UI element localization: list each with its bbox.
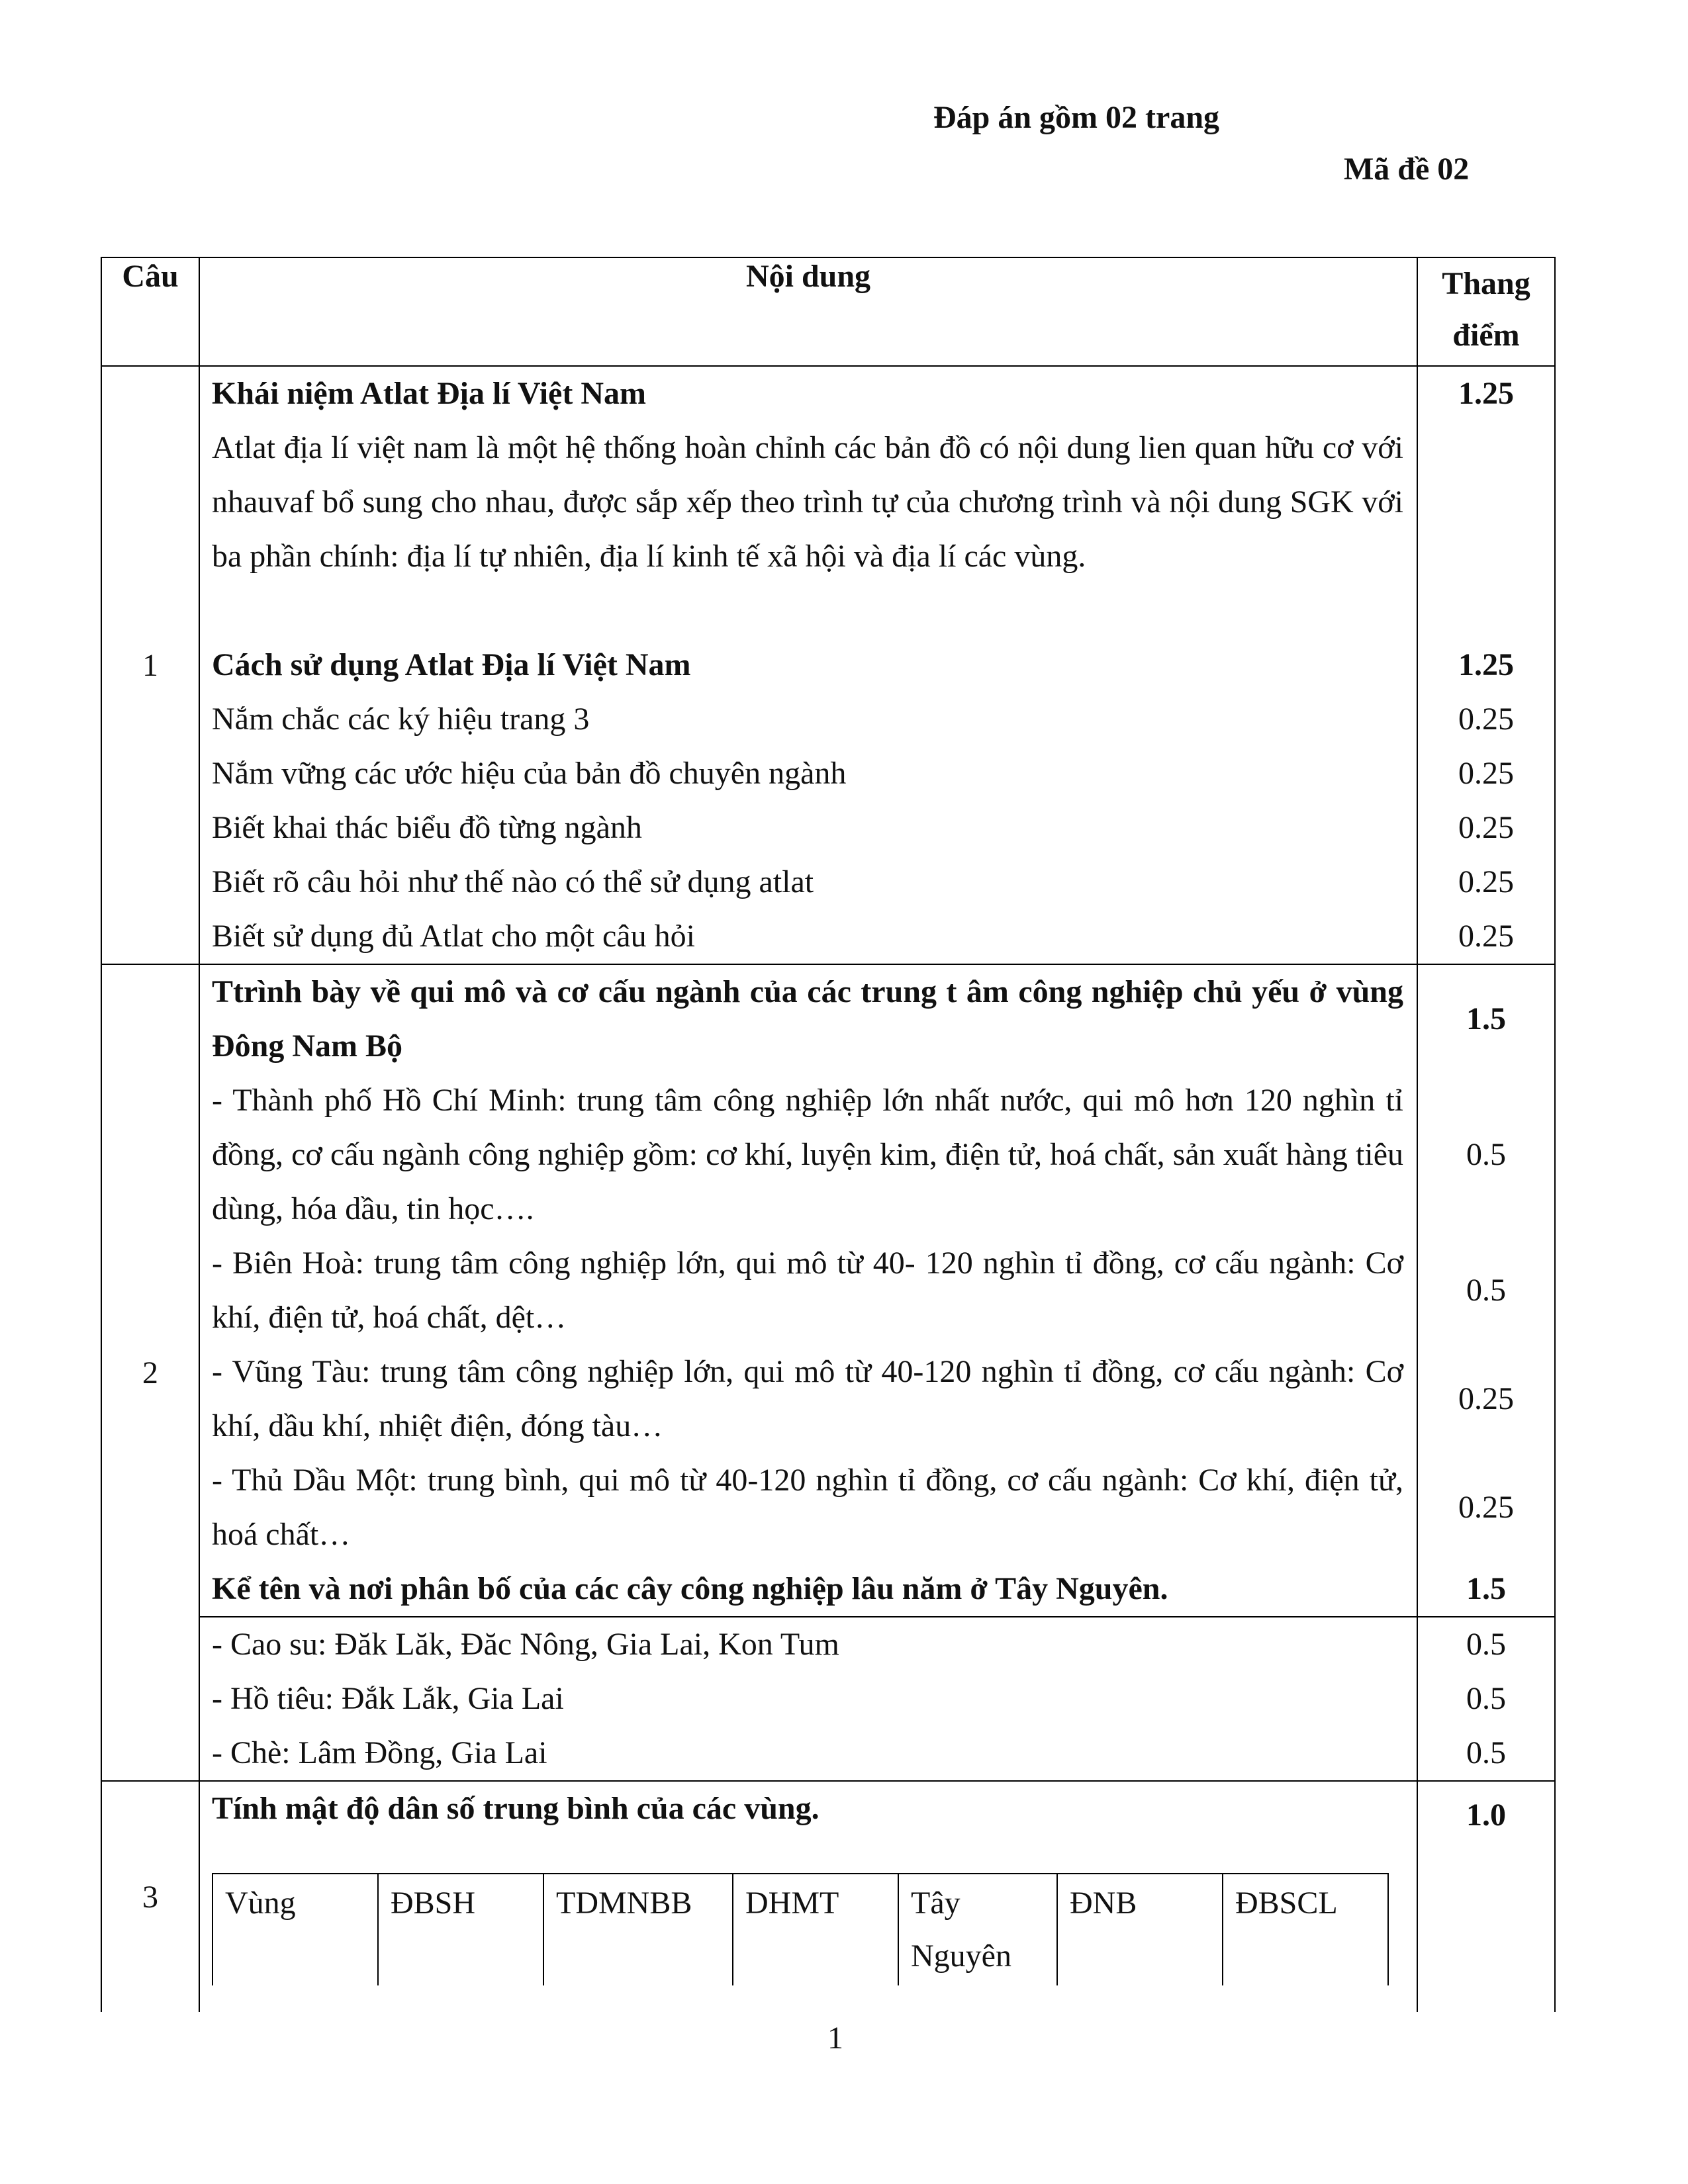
- question-3-content: [199, 1781, 1417, 2012]
- question-2-scores: [1417, 964, 1555, 1617]
- score: 0.5: [1466, 1735, 1506, 1770]
- table-header-row: [101, 257, 1555, 366]
- region-cell: Tây Nguyên: [898, 1874, 1057, 1985]
- score: 0.25: [1458, 756, 1514, 791]
- score: 0.25: [1458, 919, 1514, 954]
- score: 0.5: [1466, 1627, 1506, 1662]
- list-item: Biết sử dụng đủ Atlat cho một câu hỏi: [212, 919, 695, 954]
- list-item: Biết khai thác biểu đồ từng ngành: [212, 810, 642, 845]
- list-item: Nắm chắc các ký hiệu trang 3: [212, 702, 590, 737]
- score: 1.5: [1466, 1571, 1506, 1606]
- score: 0.5: [1466, 1273, 1506, 1308]
- q2-title-crops: Kể tên và nơi phân bố của các cây công nghiệp lâu năm ở Tây Nguyên.: [212, 1571, 1168, 1606]
- answer-key-pages-note: Đáp án gồm 02 trang: [933, 100, 1220, 135]
- score: 1.25: [1458, 376, 1514, 411]
- region-cell: ĐNB: [1057, 1874, 1223, 1985]
- q3-title: Tính mật độ dân số trung bình của các vùng.: [212, 1791, 820, 1826]
- header-cau: Câu: [101, 257, 199, 366]
- score: 1.5: [1466, 1001, 1506, 1036]
- question-3-row: [101, 1781, 1555, 2012]
- q1-title-concept: Khái niệm Atlat Địa lí Việt Nam: [212, 376, 646, 411]
- question-1-row: [101, 366, 1555, 964]
- question-2-row: [101, 964, 1555, 1617]
- table-row: [212, 1874, 1388, 1985]
- score: 0.25: [1458, 702, 1514, 737]
- q2-hcm-paragraph: - Thành phố Hồ Chí Minh: trung tâm công nghiệp lớn nhất nước, qui mô hơn 120 nghìn tỉ đồng, cơ cấu ngành công nghiệp gồm: cơ khí, luyện kim, điện tử, hoá chất, sản xuất hàng tiêu dùng, hóa dầu, tin học….: [212, 1083, 1403, 1226]
- region-label: Vùng: [212, 1874, 378, 1985]
- list-item: Nắm vững các ước hiệu của bản đồ chuyên ngành: [212, 756, 847, 791]
- list-item: - Hồ tiêu: Đắk Lắk, Gia Lai: [212, 1681, 564, 1716]
- region-cell: ĐBSCL: [1223, 1874, 1388, 1985]
- region-cell: DHMT: [733, 1874, 898, 1985]
- q2-title-industry: Ttrình bày về qui mô và cơ cấu ngành của các trung t âm công nghiệp chủ yếu ở vùng Đông Nam Bộ: [212, 974, 1403, 1064]
- question-2-crops-content: [199, 1617, 1417, 1781]
- question-2-crops-row: [101, 1617, 1555, 1781]
- question-number: 3: [101, 1781, 199, 2012]
- question-number: 2: [101, 964, 199, 1781]
- list-item: Biết rõ câu hỏi như thế nào có thể sử dụng atlat: [212, 864, 814, 899]
- q2-bien-hoa-paragraph: - Biên Hoà: trung tâm công nghiệp lớn, qui mô từ 40- 120 nghìn tỉ đồng, cơ cấu ngành: Cơ khí, điện tử, hoá chất, dệt…: [212, 1246, 1403, 1335]
- question-3-scores: [1417, 1781, 1555, 2012]
- list-item: - Chè: Lâm Đồng, Gia Lai: [212, 1735, 547, 1770]
- score: 0.25: [1458, 864, 1514, 899]
- header-noi-dung: Nội dung: [199, 257, 1417, 366]
- q2-thu-dau-mot-paragraph: - Thủ Dầu Một: trung bình, qui mô từ 40-120 nghìn tỉ đồng, cơ cấu ngành: Cơ khí, điện tử, hoá chất…: [212, 1463, 1403, 1552]
- score: 0.25: [1458, 1490, 1514, 1525]
- question-1-content: [199, 366, 1417, 964]
- question-1-scores: [1417, 366, 1555, 964]
- region-cell: ĐBSH: [378, 1874, 543, 1985]
- region-cell: TDMNBB: [543, 1874, 733, 1985]
- header-thang-diem: Thang điểm: [1417, 257, 1555, 366]
- question-2-crops-scores: [1417, 1617, 1555, 1781]
- q1-concept-paragraph: Atlat địa lí việt nam là một hệ thống hoàn chỉnh các bản đồ có nội dung lien quan hữu cơ với nhauvaf bổ sung cho nhau, được sắp xếp theo trình tự của chương trình và nội dung SGK với ba phần chính: địa lí tự nhiên, địa lí kinh tế xã hội và địa lí các vùng.: [212, 430, 1403, 574]
- page-number: 1: [827, 2021, 843, 2056]
- region-table: [212, 1873, 1389, 1985]
- score: 1.25: [1458, 647, 1514, 682]
- score: 0.5: [1466, 1137, 1506, 1172]
- score: 1.0: [1466, 1797, 1506, 1833]
- question-number: 1: [101, 366, 199, 964]
- score: 0.25: [1458, 1381, 1514, 1416]
- list-item: - Cao su: Đăk Lăk, Đăc Nông, Gia Lai, Kon Tum: [212, 1627, 839, 1662]
- q2-vung-tau-paragraph: - Vũng Tàu: trung tâm công nghiệp lớn, qui mô từ 40-120 nghìn tỉ đồng, cơ cấu ngành: Cơ khí, dầu khí, nhiệt điện, đóng tàu…: [212, 1354, 1403, 1443]
- q1-title-usage: Cách sử dụng Atlat Địa lí Việt Nam: [212, 647, 691, 682]
- answer-table: [101, 257, 1556, 2012]
- exam-code: Mã đề 02: [1344, 152, 1470, 187]
- score: 0.25: [1458, 810, 1514, 845]
- score: 0.5: [1466, 1681, 1506, 1716]
- question-2-content: [199, 964, 1417, 1617]
